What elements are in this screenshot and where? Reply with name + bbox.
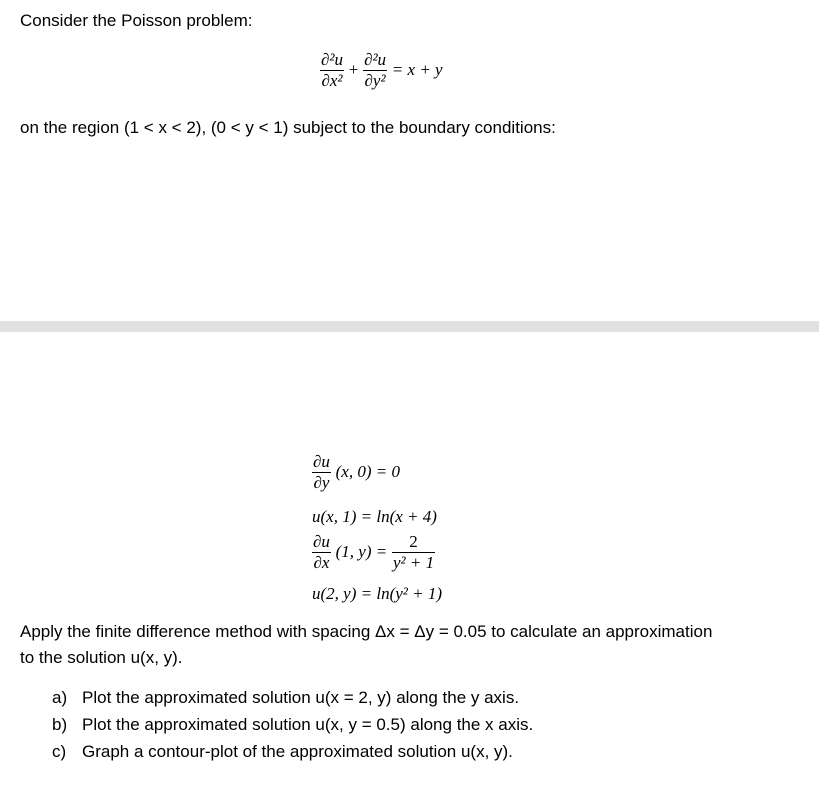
task-item — [52, 711, 533, 738]
term1-denominator: ∂x² — [321, 71, 343, 90]
plus-sign: + — [348, 59, 359, 79]
bc4: u(2, y) = ln(y² + 1) — [312, 584, 442, 603]
bc2: u(x, 1) = ln(x + 4) — [312, 507, 437, 526]
task-label: c) — [52, 742, 67, 761]
bc1-denominator: ∂y — [313, 473, 330, 492]
bc3-rhs-numerator: 2 — [392, 532, 435, 553]
bc3-denominator: ∂x — [313, 553, 330, 572]
du-dx-fraction — [312, 532, 331, 573]
intro-text: Consider the Poisson problem: — [20, 11, 253, 30]
task-text: Plot the approximated solution u(x, y = 0.5) along the x axis. — [82, 715, 534, 734]
bc3-rhs-denominator: y² + 1 — [392, 553, 435, 572]
region-text: on the region (1 < x < 2), (0 < y < 1) subject to the boundary conditions: — [20, 118, 556, 137]
task-item — [52, 738, 533, 765]
task-list — [52, 684, 533, 765]
apply-line-2: to the solution u(x, y). — [20, 648, 183, 667]
task-label: b) — [52, 715, 68, 734]
task-label: a) — [52, 688, 68, 707]
d2u-dx2-fraction — [320, 50, 344, 91]
task-text: Graph a contour-plot of the approximated solution u(x, y). — [82, 742, 513, 761]
task-item — [52, 684, 533, 711]
bc1-rest: (x, 0) = 0 — [335, 461, 400, 481]
bc3-rhs-fraction — [392, 532, 435, 573]
term1-numerator: ∂²u — [321, 50, 343, 69]
pde-equation — [320, 50, 443, 91]
bc1-numerator: ∂u — [313, 452, 330, 471]
bc3 — [312, 532, 435, 573]
apply-line-1: Apply the finite difference method with spacing Δx = Δy = 0.05 to calculate an approximation — [20, 622, 713, 641]
task-text: Plot the approximated solution u(x = 2, y) along the y axis. — [82, 688, 520, 707]
separator-bar — [0, 321, 819, 332]
bc3-middle: (1, y) = — [335, 541, 388, 561]
d2u-dy2-fraction — [363, 50, 387, 91]
term2-numerator: ∂²u — [364, 50, 387, 69]
du-dy-fraction — [312, 452, 331, 493]
pde-rhs: = x + y — [391, 59, 443, 79]
term2-denominator: ∂y² — [364, 71, 386, 90]
bc3-numerator: ∂u — [313, 532, 330, 551]
bc1 — [312, 452, 400, 493]
